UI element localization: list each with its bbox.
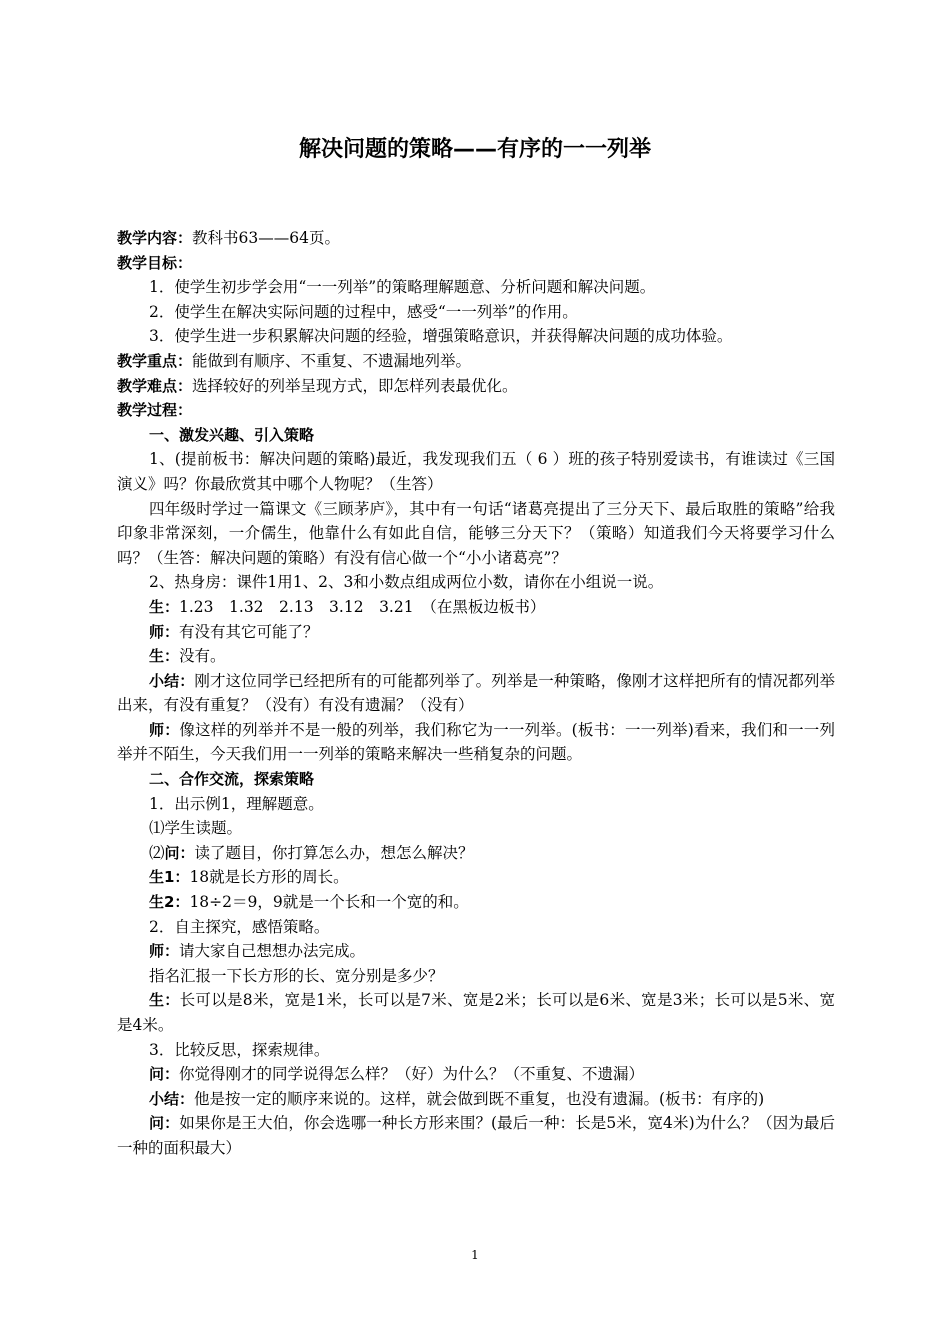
goal-1: 1．使学生初步学会用“一一列举”的策略理解题意、分析问题和解决问题。 (149, 278, 656, 297)
question-1: 问：你觉得刚才的同学说得怎么样？（好）为什么？（不重复、不遗漏） (149, 1065, 645, 1084)
page-number: 1 (471, 1248, 479, 1262)
student-line-3: 生：长可以是8米，宽是1米，长可以是7米、宽是2米；长可以是6米、宽是3米；长可以是5米、宽是4米。 (117, 991, 835, 1034)
step-3: 3．比较反思，探索规律。 (149, 1040, 330, 1059)
summary-2: 小结：他是按一定的顺序来说的。这样，就会做到既不重复，也没有遗漏。(板书：有序的) (149, 1089, 765, 1108)
paragraph-1: 1、(提前板书：解决问题的策略)最近，我发现我们五（ 6 ）班的孩子特别爱读书，有谁读过《三国演义》吗？你最欣赏其中哪个人物呢？（生答） (117, 450, 835, 493)
teaching-difficulty: 教学难点：选择较好的列举呈现方式，即怎样列表最优化。 (117, 376, 518, 395)
document-title: 解决问题的策略——有序的一一列举 (298, 137, 651, 162)
document-body (117, 226, 835, 1161)
step-1: 1．出示例1，理解题意。 (149, 794, 324, 813)
teacher-line-3: 师：请大家自己想想办法完成。 (149, 942, 366, 961)
goal-2: 2．使学生在解决实际问题的过程中，感受“一一列举”的作用。 (149, 302, 578, 321)
paragraph-3: 2、热身房：课件1用1、2、3和小数点组成两位小数，请你在小组说一说。 (149, 573, 664, 592)
teacher-line-2: 师：像这样的列举并不是一般的列举，我们称它为一一列举。(板书：一一列举)看来，我们和一一列举并不陌生，今天我们用一一列举的策略来解决一些稍复杂的问题。 (117, 720, 835, 764)
summary-1: 小结：刚才这位同学已经把所有的可能都列举了。列举是一种策略，像刚才这样把所有的情况都列举出来，有没有重复？（没有）有没有遗漏？（没有） (117, 671, 835, 715)
report-prompt: 指名汇报一下长方形的长、宽分别是多少？ (149, 966, 444, 985)
paragraph-2: 四年级时学过一篇课文《三顾茅庐》，其中有一句话“诸葛亮提出了三分天下、最后取胜的策略”给我印象非常深刻，一介儒生，他靠什么有如此自信，能够三分天下？（策略）知道我们今天将要学习什么吗？（生答：解决问题的策略）有没有信心做一个“小小诸葛亮”？ (117, 499, 835, 567)
student-line-1: 生：1.23 1.32 2.13 3.12 3.21 （在黑板边板书） (149, 597, 546, 616)
student-1-answer: 生1：18就是长方形的周长。 (149, 868, 349, 887)
teaching-content: 教学内容：教科书63——64页。 (117, 229, 340, 247)
teaching-goals-label: 教学目标： (117, 253, 193, 272)
teacher-line-1: 师：有没有其它可能了？ (149, 622, 319, 641)
teaching-process-label: 教学过程： (117, 401, 193, 420)
step-2: 2．自主探究，感悟策略。 (149, 917, 330, 936)
question-2: 问：如果你是王大伯，你会选哪一种长方形来围？(最后一种：长是5米，宽4米)为什么？（因为最后一种的面积最大） (117, 1114, 835, 1157)
step-1-read: ⑴学生读题。 (149, 819, 243, 838)
student-line-2: 生：没有。 (149, 647, 226, 666)
section-1-heading: 一、激发兴趣、引入策略 (149, 425, 315, 444)
goal-3: 3．使学生进一步积累解决问题的经验，增强策略意识，并获得解决问题的成功体验。 (149, 327, 733, 346)
step-1-question: ⑵问：读了题目，你打算怎么办，想怎么解决？ (149, 843, 474, 862)
teaching-key-point: 教学重点：能做到有顺序、不重复、不遗漏地列举。 (117, 351, 472, 370)
section-2-heading: 二、合作交流，探索策略 (149, 770, 315, 789)
student-2-answer: 生2：18÷2＝9，9就是一个长和一个宽的和。 (149, 893, 469, 912)
